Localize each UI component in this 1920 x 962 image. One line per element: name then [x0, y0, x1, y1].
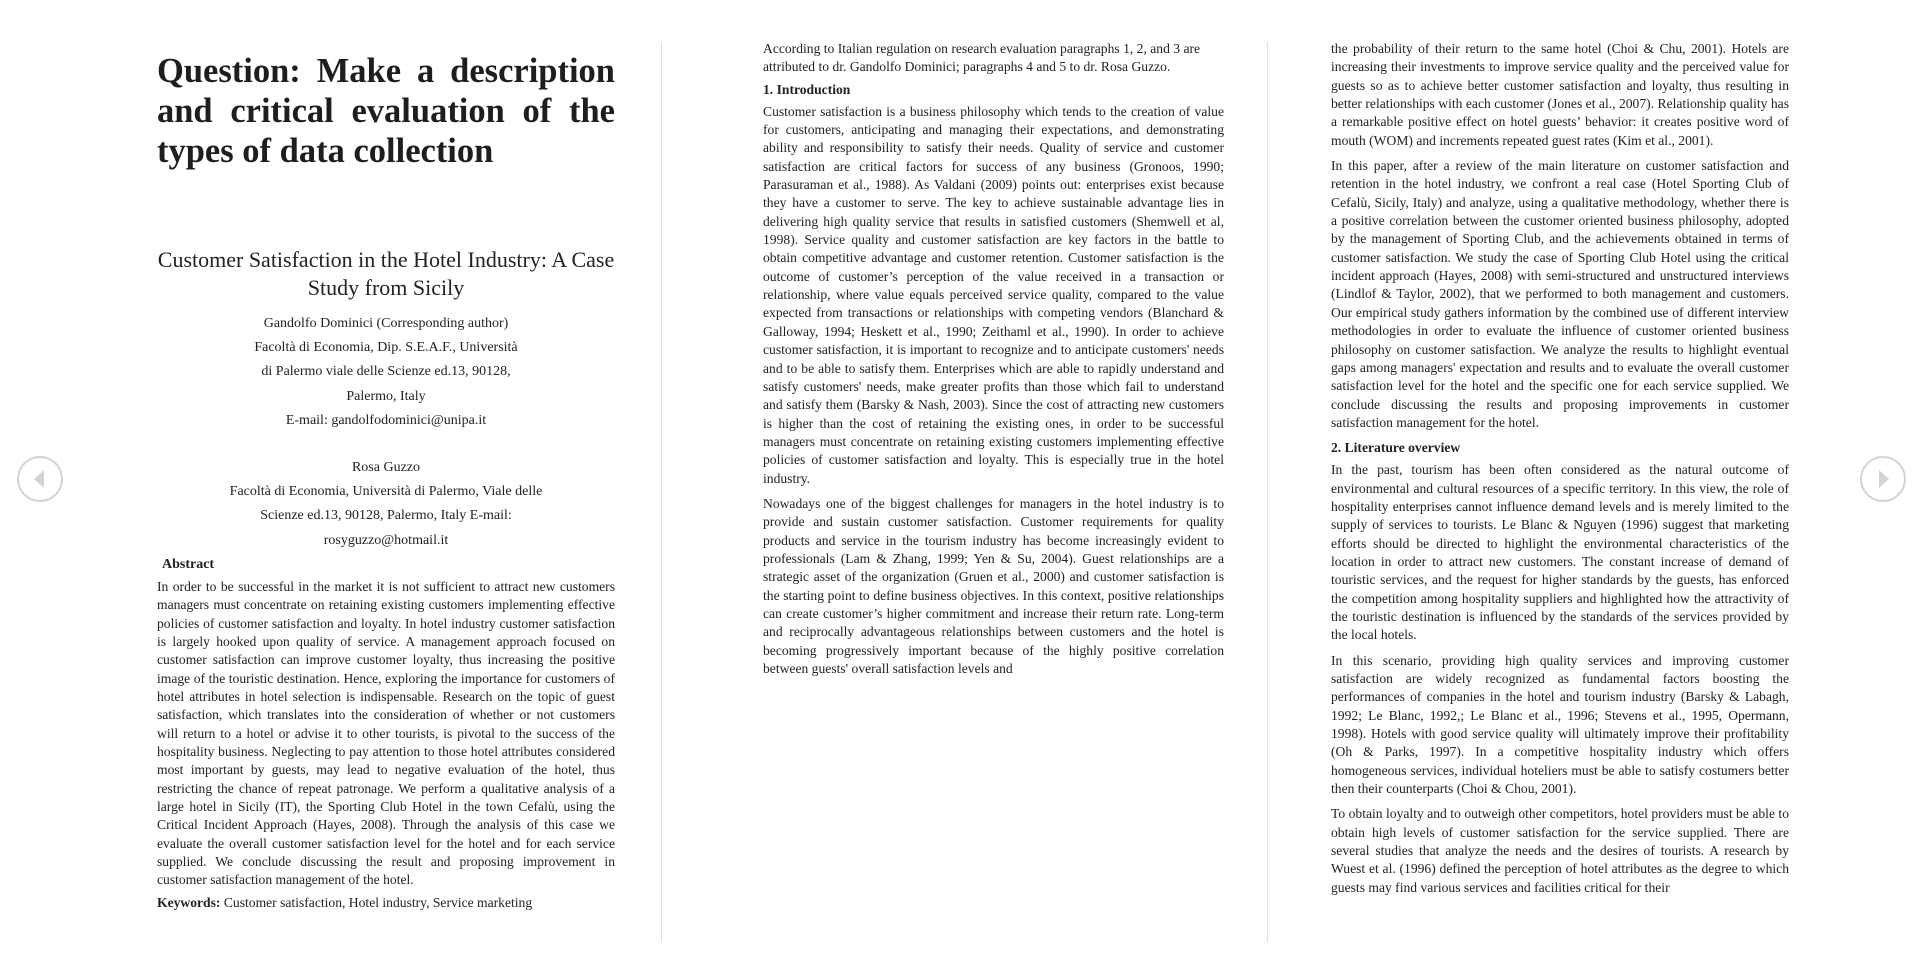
abstract-heading: Abstract	[162, 556, 215, 572]
abstract-text: In order to be successful in the market it is not sufficient to attract new customers managers must concentrate on retaining existing customers implementing effective policies of customer satisfaction and loyalty. In hotel industry customer satisfaction is largely hooked upon quality of service. A management approach focused on customer satisfaction can improve customer loyalty, thus increasing the positive image of the touristic destination. Hence, exploring the importance for customers of hotel attributes in hotel selection is indispensable. Research on the topic of guest satisfaction, which translates into the consideration of whether or not customers will return to a hotel or advise it to other tourists, is pivotal to the success of the hospitality business. Neglecting to pay attention to those hotel attributes considered most important by guests, may lead to negative evaluation of the hotel, thus restricting the chance of repeat patronage. We perform a qualitative analysis of a large hotel in Sicily (IT), the Sporting Club Hotel in the town Cefalù, using the Critical Incident Approach (Hayes, 2008). Through the analysis of this case we evaluate the overall customer satisfaction level for the hotel and for each service supplied. We conclude discussing the result and proposing improvement in customer satisfaction management of the hotel.	[157, 578, 615, 888]
author-2-affiliation: Facoltà di Economia, Università di Palermo, Viale delle	[229, 484, 543, 500]
paragraph: To obtain loyalty and to outweigh other competitors, hotel providers must be able to obtain high levels of customer satisfaction for the service supplied. There are several studies that analyze the needs and the desires of tourists. A research by Wuest et al. (1996) defined the perception of hotel attributes as the degree to which guests may find various services and facilities critical for their	[1331, 806, 1789, 895]
paragraph: In the past, tourism has been often considered as the natural outcome of environmental and cultural resources of a specific territory. In this view, the role of hospitality enterprises cannot influence demand levels and is merely limited to the supply of services to tourists. Le Blanc & Nguyen (1996) suggest that marketing efforts should be directed to highlight the environmental characteristics of the location in order to attract new customers. The constant increase of demand of touristic services, and the request for higher standards by the guests, has enforced the competition among hospitality suppliers and highlighted how the attractivity of the touristic destination is influenced by the standards of the services provided by the local hotels.	[1331, 462, 1789, 643]
page-divider	[1267, 42, 1268, 942]
keywords-line	[157, 894, 615, 912]
author-2-address: Scienze ed.13, 90128, Palermo, Italy E-mail:	[260, 508, 512, 524]
author-1-name: Gandolfo Dominici (Corresponding author)	[263, 316, 509, 331]
paragraph: the probability of their return to the same hotel (Choi & Chu, 2001). Hotels are increasing their investments to improve service quality and the perceived value for guests so as to achieve better customer satisfaction and loyalty, thus resulting in better relationships with each customer (Jones et al., 2007). Relationship quality has a remarkable positive effect on hotel guests’ behavior: it creates positive word of mouth (WOM) and increments repeated guest rates (Kim et al., 2001).	[1331, 41, 1789, 148]
chevron-left-icon	[19, 458, 61, 500]
document-page-3	[1331, 40, 1789, 944]
document-page-1	[157, 40, 615, 944]
author-1-block	[157, 312, 615, 433]
author-2-name: Rosa Guzzo	[351, 460, 421, 476]
question-heading: Question: Make a description and critical evaluation of the types of data collection	[157, 52, 615, 170]
author-1-address: di Palermo viale delle Scienze ed.13, 90128,	[261, 364, 511, 380]
chevron-right-icon	[1862, 458, 1904, 500]
literature-overview-heading: 2. Literature overview	[1331, 440, 1461, 456]
author-1-email: E-mail: gandolfodominici@unipa.it	[285, 412, 487, 428]
attribution-note: According to Italian regulation on research evaluation paragraphs 1, 2, and 3 are attributed to dr. Gandolfo Dominici; paragraphs 4 and 5 to dr. Rosa Guzzo.	[763, 41, 1201, 75]
previous-page-button[interactable]	[17, 456, 63, 502]
next-page-button[interactable]	[1860, 456, 1906, 502]
author-1-affiliation: Facoltà di Economia, Dip. S.E.A.F., Università	[254, 340, 518, 356]
paragraph: In this scenario, providing high quality services and improving customer satisfaction are widely recognized as fundamental factors boosting the performances of companies in the hotel and tourism industry (Barsky & Labagh, 1992; Le Blanc, 1992,; Le Blanc et al., 1996; Stevens et al., 1995, Opermann, 1998). Hotels with good service quality will ultimately improve their profitability (Oh & Parks, 1997). In a competitive hospitality industry which offers homogeneous services, individual hoteliers must be able to satisfy costumers better then their counterparts (Choi & Chou, 2001).	[1331, 652, 1789, 797]
author-2-block	[157, 456, 615, 553]
author-1-city: Palermo, Italy	[346, 388, 426, 404]
keywords-text: Customer satisfaction, Hotel industry, Service marketing	[220, 894, 533, 910]
introduction-heading: 1. Introduction	[763, 81, 851, 97]
document-page-2	[763, 40, 1224, 944]
paragraph: Customer satisfaction is a business philosophy which tends to the creation of value for customers, anticipating and managing their expectations, and demonstrating ability and responsibility to satisfy their needs. Quality of service and customer satisfaction are critical factors for success of any business (Gronoos, 1990; Parasuraman et al., 1988). As Valdani (2009) points out: enterprises exist because they have a customer to serve. The key to achieve sustainable advantage lies in delivering high quality service that results in satisfied customers (Shemwell et al, 1998). Service quality and customer satisfaction are key factors in the battle to obtain competitive advantage and customer retention. Customer satisfaction is the outcome of customer’s perception of the value received in a transaction or relationship, where value equals perceived service quality, compared to the value expected from transactions or relationships with competing vendors (Blanchard & Galloway, 1994; Heskett et al., 1990; Zeithaml et al., 1990). In order to achieve customer satisfaction, it is important to recognize and to anticipate customers' needs and to be able to satisfy them. Enterprises which are able to rapidly understand and satisfy customers' needs, make greater profits than those which fail to understand and satisfy them (Barsky & Nash, 2003). Since the cost of attracting new customers is higher than the cost of retaining the existing ones, in order to be successful managers must concentrate on retaining existing customers implementing effective policies of customer satisfaction and loyalty. This is especially true in the hotel industry.	[763, 103, 1224, 486]
keywords-label: Keywords:	[157, 894, 221, 910]
paragraph: Nowadays one of the biggest challenges for managers in the hotel industry is to provide and sustain customer satisfaction. Customer requirements for quality products and service in the tourism industry has become increasingly evident to professionals (Lam & Zhang, 1999; Yen & Su, 2004). Guest relationships are a strategic asset of the organization (Gruen et al., 2000) and customer satisfaction is the starting point to define business objectives. In this context, positive relationships can create customer’s higher commitment and increase their return rate. Long-term and reciprocally advantageous relationships between customers and the hotel is becoming progressively important because of the highly positive correlation between guests' overall satisfaction levels and	[763, 495, 1224, 676]
paper-title: Customer Satisfaction in the Hotel Industry: A Case Study from Sicily	[157, 247, 615, 300]
author-2-email: rosyguzzo@hotmail.it	[323, 532, 449, 548]
page-divider	[661, 42, 662, 942]
paragraph: In this paper, after a review of the main literature on customer satisfaction and retention in the hotel industry, we confront a real case (Hotel Sporting Club of Cefalù, Sicily, Italy) and analyze, using a qualitative methodology, whether there is a positive correlation between the customer oriented business philosophy, adopted by the management of Sporting Club, and the achievements obtained in terms of customer satisfaction. We study the case of Sporting Club Hotel using the critical incident approach (Hayes, 2008) with semi-structured and unstructured interviews (Lindlof & Taylor, 2002), that we performed to both management and customers. Our empirical study gathers information by the combined use of different interview methodologies in order to evaluate the influence of customer oriented business philosophy on customer satisfaction. We analyze the results to highlight eventual gaps among managers' expectation and results and to evaluate the overall customer satisfaction level for the hotel and the specific one for each service supplied. We conclude discussing the results and proposing improvements in customer satisfaction management for the hotel.	[1331, 158, 1789, 430]
